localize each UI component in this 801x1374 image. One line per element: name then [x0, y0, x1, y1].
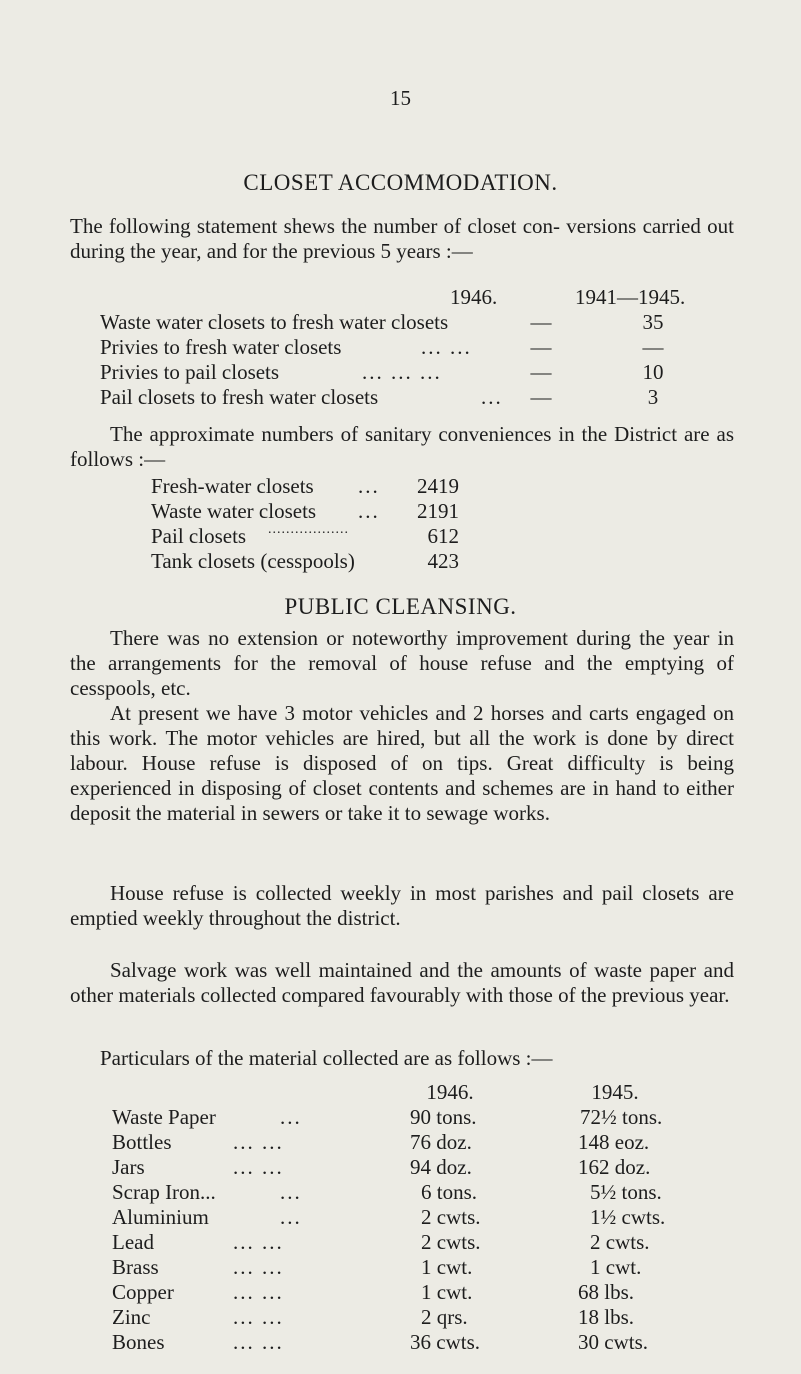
salvage-value-1946: 1 cwt. [421, 1255, 473, 1279]
closet-row-1946: — [530, 360, 552, 384]
salvage-value-1945: 68 lbs. [578, 1280, 635, 1304]
closet-row-dots: ... ... [421, 335, 472, 359]
salvage-dots: ... ... [233, 1130, 284, 1154]
salvage-dots: ... [280, 1105, 302, 1129]
cleansing-paragraph-3: House refuse is collected weekly in most parishes and pail closets are emptied weekly throughout the district. [70, 881, 734, 930]
closet-row-label: Pail closets to fresh water closets [100, 385, 379, 409]
salvage-value-1946: 76 doz. [410, 1130, 472, 1154]
salvage-item: Waste Paper [112, 1105, 216, 1129]
salvage-dots: ... ... [233, 1155, 284, 1179]
salvage-value-1946: 2 cwts. [421, 1230, 481, 1254]
convenience-label: Tank closets (cesspools) [151, 549, 355, 573]
closet-row-1946: — [530, 335, 552, 359]
closet-row-dots: ... ... ... [362, 360, 442, 384]
salvage-dots: ... ... [233, 1230, 284, 1254]
cleansing-paragraph-2: At present we have 3 motor vehicles and 2 horses and carts engaged on this work. The motor vehicles are hired, but all the work is done by direct labour. House refuse is disposed of on tips. Great difficulty is being experienced in disposing of closet contents and schemes are in hand to either deposit the material in sewers or take it to sewage works. [70, 701, 734, 825]
salvage-value-1945: 162 doz. [578, 1155, 651, 1179]
salvage-value-1945: 1½ cwts. [590, 1205, 666, 1229]
particulars-intro: Particulars of the material collected are as follows :— [100, 1046, 553, 1070]
salvage-col-1946: 1946. [426, 1080, 474, 1104]
convenience-value: 2191 [417, 499, 459, 523]
salvage-dots: ... [280, 1180, 302, 1204]
closet-row-1941-45: 3 [647, 385, 659, 409]
salvage-value-1946: 90 tons. [410, 1105, 477, 1129]
salvage-item: Brass [112, 1255, 159, 1279]
salvage-item: Scrap Iron... [112, 1180, 216, 1204]
salvage-value-1946: 2 qrs. [421, 1305, 468, 1329]
salvage-dots: ... [280, 1205, 302, 1229]
cleansing-heading: PUBLIC CLEANSING. [284, 594, 517, 619]
salvage-dots: ... ... [233, 1280, 284, 1304]
salvage-value-1945: 148 eoz. [578, 1130, 650, 1154]
convenience-dots: ... [358, 474, 380, 498]
salvage-value-1945: 30 cwts. [578, 1330, 648, 1354]
cleansing-paragraph-4: Salvage work was well maintained and the amounts of waste paper and other materials collected compared favourably with those of the previous year. [70, 958, 734, 1007]
closet-heading: CLOSET ACCOMMODATION. [243, 170, 558, 195]
convenience-dots: ... [358, 499, 380, 523]
salvage-item: Bottles [112, 1130, 172, 1154]
salvage-value-1946: 2 cwts. [421, 1205, 481, 1229]
closet-col2-header: 1941—1945. [575, 285, 686, 309]
salvage-dots: ... ... [233, 1255, 284, 1279]
closet-row-1941-45: 35 [642, 310, 664, 334]
salvage-item: Jars [112, 1155, 145, 1179]
closet-row-label: Privies to fresh water closets [100, 335, 342, 359]
convenience-label: Waste water closets [151, 499, 317, 523]
salvage-value-1946: 1 cwt. [421, 1280, 473, 1304]
salvage-item: Copper [112, 1280, 174, 1304]
salvage-value-1946: 6 tons. [421, 1180, 478, 1204]
salvage-item: Bones [112, 1330, 165, 1354]
closet-row-1941-45: — [642, 335, 664, 359]
salvage-dots: ... ... [233, 1330, 284, 1354]
salvage-value-1945: 18 lbs. [578, 1305, 635, 1329]
salvage-value-1945: 72½ tons. [580, 1105, 663, 1129]
salvage-item: Zinc [112, 1305, 151, 1329]
closet-intro: The following statement shews the number of closet con- versions carried out during the year, and for the previous 5 years :— [70, 214, 734, 263]
closet-row-label: Waste water closets to fresh water closets [100, 310, 449, 334]
salvage-value-1946: 94 doz. [410, 1155, 472, 1179]
convenience-dots: .................. [268, 522, 349, 537]
salvage-value-1946: 36 cwts. [410, 1330, 480, 1354]
salvage-col-1945: 1945. [591, 1080, 639, 1104]
page-number: 15 [390, 86, 411, 110]
salvage-value-1945: 2 cwts. [590, 1230, 650, 1254]
salvage-value-1945: 1 cwt. [590, 1255, 642, 1279]
closet-row-label: Privies to pail closets [100, 360, 280, 384]
closet-col1-header: 1946. [450, 285, 498, 309]
closet-row-1946: — [530, 385, 552, 409]
cleansing-paragraph-1: There was no extension or noteworthy improvement during the year in the arrangements for the removal of house refuse and the emptying of cesspools, etc. [70, 626, 734, 700]
conveniences-intro: The approximate numbers of sanitary conveniences in the District are as follows :— [70, 422, 734, 471]
convenience-value: 612 [427, 524, 459, 548]
convenience-label: Fresh-water closets [151, 474, 314, 498]
salvage-value-1945: 5½ tons. [590, 1180, 662, 1204]
salvage-dots: ... ... [233, 1305, 284, 1329]
convenience-label: Pail closets [151, 524, 247, 548]
closet-row-1941-45: 10 [642, 360, 664, 384]
salvage-item: Aluminium [112, 1205, 209, 1229]
convenience-value: 423 [427, 549, 459, 573]
salvage-item: Lead [112, 1230, 154, 1254]
closet-row-dots: ... [481, 385, 503, 409]
convenience-value: 2419 [417, 474, 459, 498]
closet-row-1946: — [530, 310, 552, 334]
